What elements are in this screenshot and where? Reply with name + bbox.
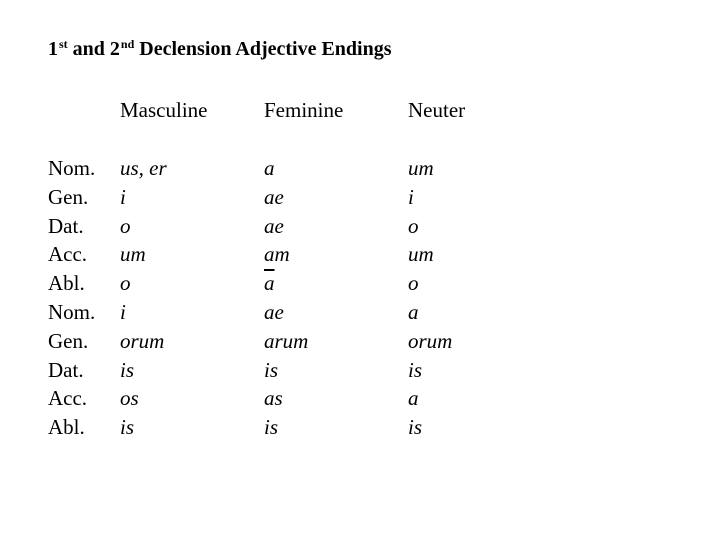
case-label: Dat. xyxy=(48,357,84,382)
neuter-ending: a xyxy=(408,299,419,324)
neuter-ending: o xyxy=(408,271,419,296)
table-row xyxy=(0,384,720,413)
table-row xyxy=(0,327,720,356)
table-row xyxy=(0,240,720,269)
table-row xyxy=(0,154,720,183)
title-sup-2: nd xyxy=(120,37,135,51)
table-row xyxy=(0,356,720,385)
neuter-ending: orum xyxy=(408,328,453,353)
title-num-1: 1 xyxy=(48,38,58,60)
header-neuter: Neuter xyxy=(408,98,466,122)
title-rest: Declension Adjective Endings xyxy=(134,38,392,60)
case-label: Nom. xyxy=(48,156,96,180)
case-label: Acc. xyxy=(48,386,88,411)
feminine-ending: is xyxy=(264,415,279,440)
endings-table xyxy=(0,154,720,442)
neuter-ending: i xyxy=(408,184,414,209)
table-row xyxy=(0,298,720,327)
feminine-ending: a xyxy=(264,156,275,180)
table-row xyxy=(0,413,720,442)
header-feminine: Feminine xyxy=(264,98,344,122)
header-masculine: Masculine xyxy=(120,98,208,122)
masculine-ending: o xyxy=(120,271,131,296)
feminine-ending: as xyxy=(264,386,283,411)
masculine-ending: i xyxy=(120,299,126,324)
neuter-ending: is xyxy=(408,357,423,382)
masculine-ending: i xyxy=(120,184,126,209)
neuter-ending: o xyxy=(408,213,419,238)
title-num-2: and 2 xyxy=(67,38,120,60)
case-label: Gen. xyxy=(48,184,89,209)
masculine-ending: is xyxy=(120,415,135,440)
title-sup-1: st xyxy=(59,37,68,51)
neuter-ending: a xyxy=(408,386,419,411)
table-row xyxy=(0,183,720,212)
neuter-ending: um xyxy=(408,242,434,267)
feminine-ending: ae xyxy=(264,184,284,209)
feminine-ending: is xyxy=(264,357,279,382)
neuter-ending: um xyxy=(408,156,434,180)
feminine-ending-long-a: $\overline{a}$ xyxy=(264,271,275,296)
table-row xyxy=(0,269,720,298)
masculine-ending: o xyxy=(120,213,131,238)
masculine-ending: is xyxy=(120,357,135,382)
case-label: Gen. xyxy=(48,328,89,353)
case-label: Acc. xyxy=(48,242,88,267)
table-row xyxy=(0,212,720,241)
case-label: Abl. xyxy=(48,271,85,296)
neuter-ending: is xyxy=(408,415,423,440)
masculine-ending: um xyxy=(120,242,146,267)
case-label: Dat. xyxy=(48,213,84,238)
feminine-ending: ae xyxy=(264,213,284,238)
masculine-ending: us, er xyxy=(120,156,167,180)
page-title xyxy=(48,38,392,61)
feminine-ending: ae xyxy=(264,299,284,324)
case-label: Abl. xyxy=(48,415,85,440)
feminine-ending: arum xyxy=(264,328,309,353)
masculine-ending: orum xyxy=(120,328,165,353)
masculine-ending: os xyxy=(120,386,139,411)
case-label: Nom. xyxy=(48,299,96,324)
feminine-ending: am xyxy=(264,242,290,267)
